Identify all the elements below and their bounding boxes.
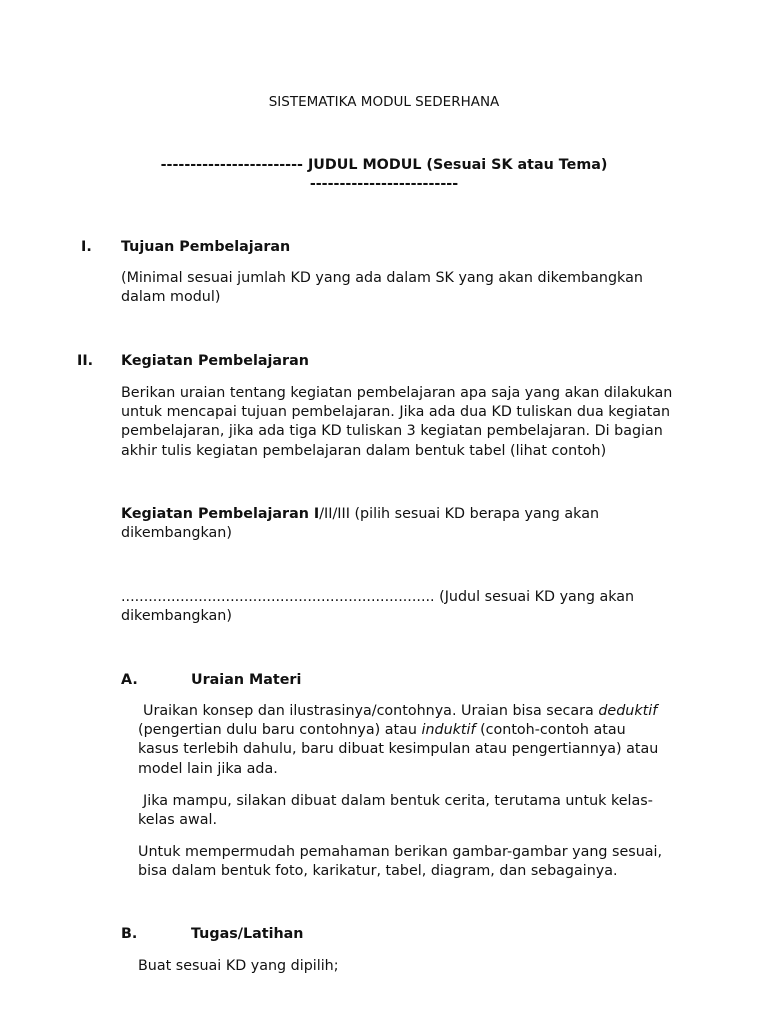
section-a-paragraph-3: Untuk mempermudah pemahaman berikan gambar-gambar yang sesuai, bisa dalam bentuk foto, karikatur, tabel, diagram, dan sebagainya.: [138, 844, 663, 880]
section-1-number: I.: [81, 239, 92, 255]
module-title-line-1: ------------------------ JUDUL MODUL (Sesuai SK atau Tema): [160, 157, 608, 173]
module-title-line-2: -------------------------: [309, 176, 459, 193]
kegiatan-pembelajaran-rest: /II/III (pilih sesuai KD berapa yang akan dikembangkan): [121, 506, 600, 542]
section-1-text: (Minimal sesuai jumlah KD yang ada dalam SK yang akan dikembangkan dalam modul): [121, 270, 643, 306]
section-2-heading: Kegiatan Pembelajaran: [121, 353, 309, 369]
section-2-text: Berikan uraian tentang kegiatan pembelajaran apa saja yang akan dilakukan untuk mencapai tujuan pembelajaran. Jika ada dua KD tuliskan dua kegiatan pembelajaran, jika ada tiga KD tuliskan 3 kegiatan pembelajaran. Di bagian akhir tulis kegiatan pembelajaran dalam bentuk tabel (lihat contoh): [121, 385, 673, 459]
section-2-number: II.: [77, 353, 94, 369]
section-a-paragraph-2: Jika mampu, silakan dibuat dalam bentuk cerita, terutama untuk kelas-kelas awal.: [138, 793, 653, 829]
section-1-heading: Tujuan Pembelajaran: [121, 239, 291, 255]
section-a-p1-deduktif: deduktif: [598, 703, 658, 719]
section-a-paragraph-1: [138, 702, 668, 779]
section-b-text: Buat sesuai KD yang dipilih;: [138, 958, 339, 974]
section-a-letter: A.: [121, 672, 138, 688]
section-a-p1-induktif: induktif: [421, 722, 476, 739]
section-b-heading: Tugas/Latihan: [191, 926, 304, 942]
document-title: SISTEMATIKA MODUL SEDERHANA: [268, 94, 500, 110]
judul-kd-paragraph: ..................................................................... (Judul sesuai KD yang akan dikembangkan): [121, 589, 635, 625]
section-a-p1-c: (contoh-contoh atau kasus terlebih dahulu, baru dibuat kesimpulan atau pengertiannya) atau model lain jika ada.: [138, 722, 659, 777]
kegiatan-pembelajaran-bold: Kegiatan Pembelajaran I: [121, 506, 320, 522]
section-b-letter: B.: [121, 926, 138, 942]
section-a-heading: Uraian Materi: [191, 672, 302, 688]
kegiatan-pembelajaran-paragraph: [121, 505, 641, 543]
section-a-p1-b: (pengertian dulu baru contohnya) atau: [138, 722, 422, 739]
section-a-p1-a: Uraikan konsep dan ilustrasinya/contohnya. Uraian bisa secara: [143, 703, 599, 719]
module-title-placeholder: [0, 156, 768, 194]
